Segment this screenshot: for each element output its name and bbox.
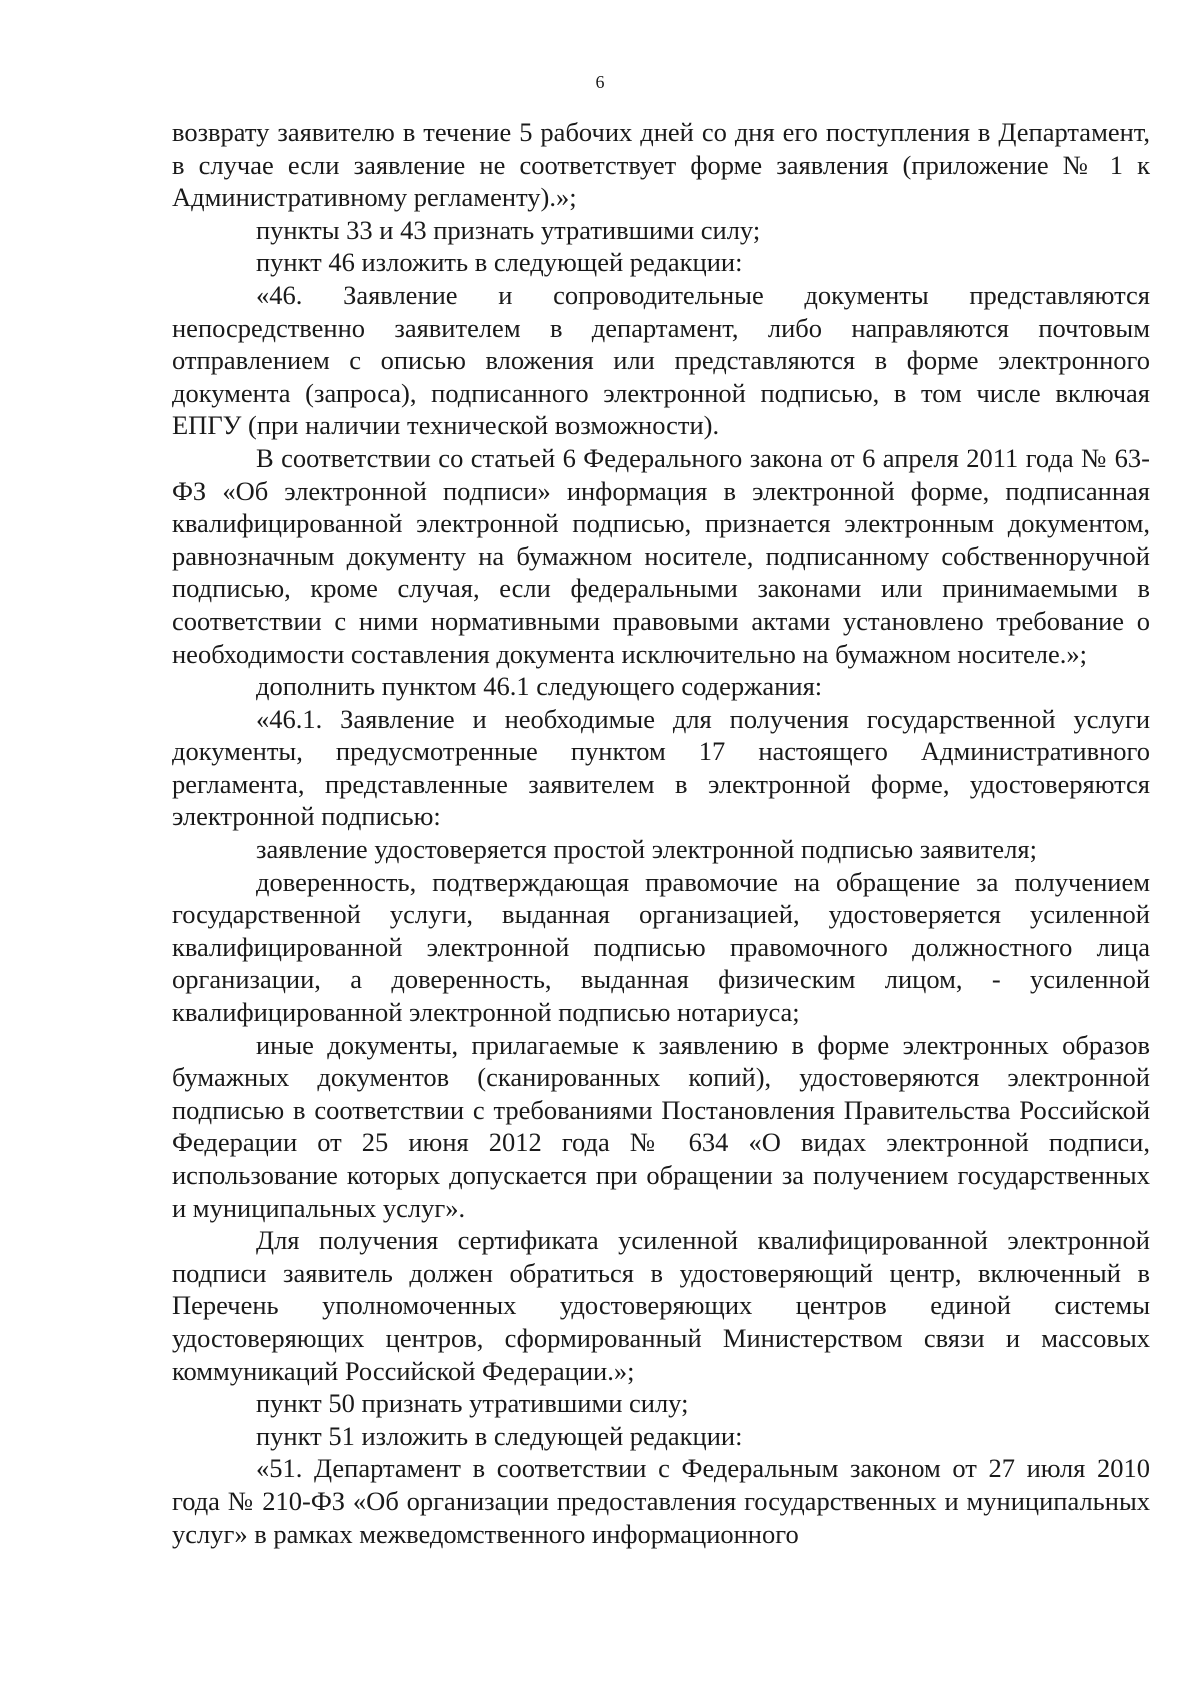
page-number: 6 <box>595 72 605 92</box>
paragraph-1: возврату заявителю в течение 5 рабочих дней со дня его поступления в Департамент, в случае если заявление не соответствует форме заявления (приложение № 1 к Административному регламенту).»; <box>172 117 1150 213</box>
paragraph-12: пункт 50 признать утратившими силу; <box>256 1388 689 1419</box>
paragraph-7: «46.1. Заявление и необходимые для получения государственной услуги документы, предусмотренные пунктом 17 настоящего Административного регламента, представленные заявителем в электронной форме, удостоверяются электронной подписью: <box>172 703 1150 832</box>
document-body <box>172 116 1150 1550</box>
paragraph-14: «51. Департамент в соответствии с Федеральным законом от 27 июля 2010 года № 210-ФЗ «Об организации предоставления государственных и муниципальных услуг» в рамках межведомственного информационного <box>172 1453 1150 1549</box>
paragraph-10: иные документы, прилагаемые к заявлению в форме электронных образов бумажных документов (сканированных копий), удостоверяются электронной подписью в соответствии с требованиями Постановления Правительства Российской Федерации от 25 июня 2012 года № 634 «О видах электронной подписи, использование которых допускается при обращении за получением государственных и муниципальных услуг». <box>172 1029 1150 1223</box>
paragraph-3: пункт 46 изложить в следующей редакции: <box>256 247 743 278</box>
paragraph-9: доверенность, подтверждающая правомочие на обращение за получением государственной услуги, выданная организацией, удостоверяется усиленной квалифицированной электронной подписью правомочного должностного лица организации, а доверенность, выданная физическим лицом, - усиленной квалифицированной электронной подписью нотариуса; <box>172 866 1150 1028</box>
paragraph-6: дополнить пунктом 46.1 следующего содержания: <box>256 671 823 702</box>
paragraph-8: заявление удостоверяется простой электронной подписью заявителя; <box>256 834 1037 865</box>
paragraph-13: пункт 51 изложить в следующей редакции: <box>256 1420 743 1451</box>
paragraph-2: пункты 33 и 43 признать утратившими силу; <box>256 214 761 245</box>
paragraph-4: «46. Заявление и сопроводительные документы представляются непосредственно заявителем в департамент, либо направляются почтовым отправлением с описью вложения или представляются в форме электронного документа (запроса), подписанного электронной подписью, в том числе включая ЕПГУ (при наличии технической возможности). <box>172 279 1150 441</box>
paragraph-5: В соответствии со статьей 6 Федерального закона от 6 апреля 2011 года № 63-ФЗ «Об электронной подписи» информация в электронной форме, подписанная квалифицированной электронной подписью, признается электронным документом, равнозначным документу на бумажном носителе, подписанному собственноручной подписью, кроме случая, если федеральными законами или принимаемыми в соответствии с ними нормативными правовыми актами установлено требование о необходимости составления документа исключительно на бумажном носителе.»; <box>172 442 1150 669</box>
paragraph-11: Для получения сертификата усиленной квалифицированной электронной подписи заявитель должен обратиться в удостоверяющий центр, включенный в Перечень уполномоченных удостоверяющих центров единой системы удостоверяющих центров, сформированный Министерством связи и массовых коммуникаций Российской Федерации.»; <box>172 1225 1150 1386</box>
